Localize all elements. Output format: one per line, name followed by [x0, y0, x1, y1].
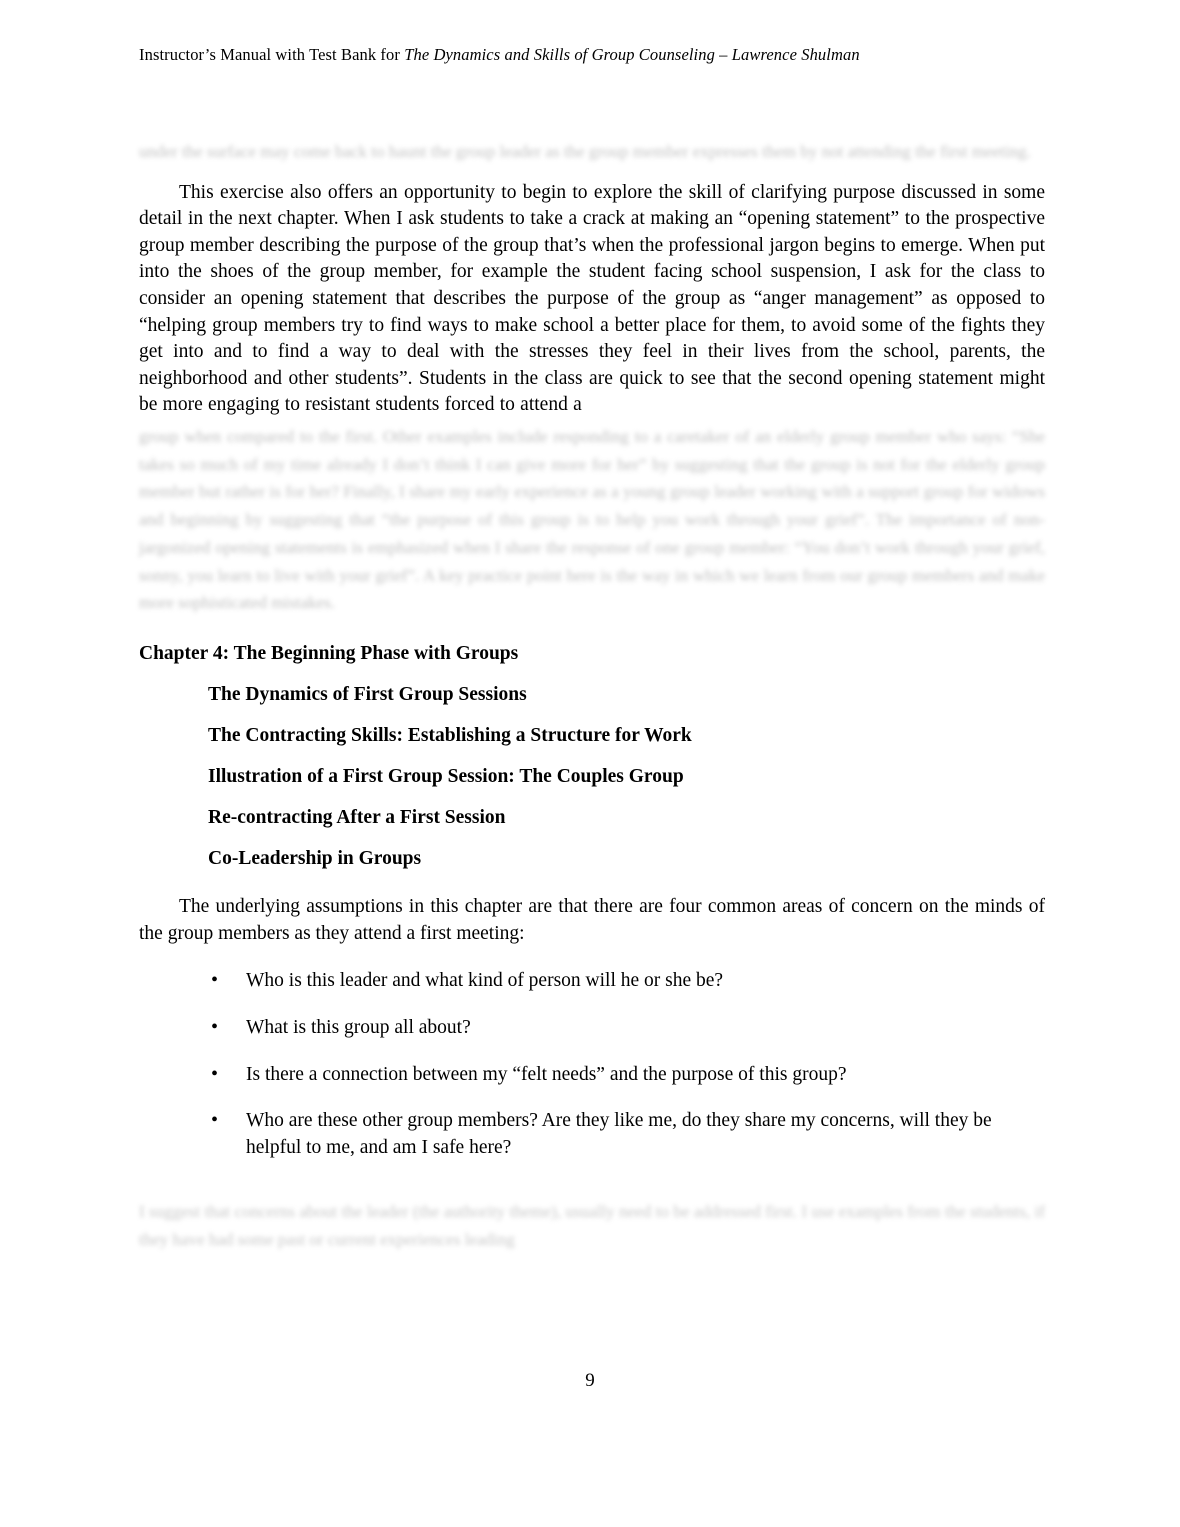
- toc-item-4: Co-Leadership in Groups: [208, 847, 422, 869]
- list-item-text: Who is this leader and what kind of person will he or she be?: [246, 969, 724, 991]
- list-item: [139, 1015, 1045, 1042]
- paragraph-clarifying-purpose: This exercise also offers an opportunity to begin to explore the skill of clarifying purpose discussed in some detail in the next chapter. When I ask students to take a crack at making an “opening statement” to the prospective group member describing the purpose of the group that’s when the professional jargon begins to emerge. When put into the shoes of the group member, for example the student facing school suspension, I ask for the class to consider an opening statement that describes the purpose of the group as “anger management” as opposed to “helping group members try to find ways to make school a better place for them, to avoid some of the fights they get into and to find a way to deal with the stresses they feel in their lives from the school, parents, the neighborhood and other students”. Students in the class are quick to see that the second opening statement might be more engaging to resistant students forced to attend a: [139, 181, 1045, 416]
- toc-item-2: Illustration of a First Group Session: The Couples Group: [208, 765, 684, 787]
- bullet-icon: •: [211, 1109, 219, 1132]
- bullet-icon: •: [211, 1062, 219, 1085]
- list-item: [139, 1062, 1045, 1089]
- running-header: [139, 45, 1045, 65]
- toc-item-0: The Dynamics of First Group Sessions: [208, 683, 527, 705]
- list-item-text: Is there a connection between my “felt needs” and the purpose of this group?: [246, 1063, 847, 1085]
- running-header-prefix: Instructor’s Manual with Test Bank for: [139, 45, 405, 64]
- bullet-icon: •: [211, 968, 219, 991]
- bullet-icon: •: [211, 1015, 219, 1038]
- running-header-title: The Dynamics and Skills of Group Counseling – Lawrence Shulman: [404, 45, 860, 64]
- blurred-paragraph-top: under the surface may come back to haunt the group leader as the group member expresses them by not attending the first meeting.: [139, 142, 1031, 161]
- blurred-paragraph-middle: group when compared to the first. Other examples include responding to a caretaker of an elderly group member who says: “She takes so much of my time already I don’t think I can give more for her” by suggesting that the group is not for the elderly group member but rather is for her? Finally, I share my early experience as a young group leader working with a support group for widows and beginning by suggesting that “the purpose of this group is to help you work through your grief”. The importance of non-jargonized opening statements is emphasized when I share the response of one group member: “You don’t work through your grief, sonny, you learn to live with your grief”. A key practice point here is the way in which we learn from our group members and make more sophisticated mistakes.: [139, 427, 1045, 613]
- page-content: [139, 45, 1045, 1253]
- list-item-text: Who are these other group members? Are they like me, do they share my concerns, will they be helpful to me, and am I safe here?: [246, 1110, 992, 1159]
- toc-item-1: The Contracting Skills: Establishing a Structure for Work: [208, 724, 692, 746]
- list-item: [139, 1108, 1045, 1162]
- chapter-heading: Chapter 4: The Beginning Phase with Groups: [139, 642, 519, 664]
- concerns-list: [139, 968, 1045, 1163]
- list-item-text: What is this group all about?: [246, 1016, 471, 1038]
- toc-item-3: Re-contracting After a First Session: [208, 806, 506, 828]
- paragraph-underlying-assumptions: The underlying assumptions in this chapter are that there are four common areas of concern on the minds of the group members as they attend a first meeting:: [139, 895, 1045, 944]
- blurred-paragraph-bottom: I suggest that concerns about the leader (the authority theme), usually need to be addressed first. I use examples from the students, if they have had some past or current experiences leading: [139, 1202, 1045, 1249]
- list-item: [139, 968, 1045, 995]
- page-number: 9: [585, 1370, 595, 1391]
